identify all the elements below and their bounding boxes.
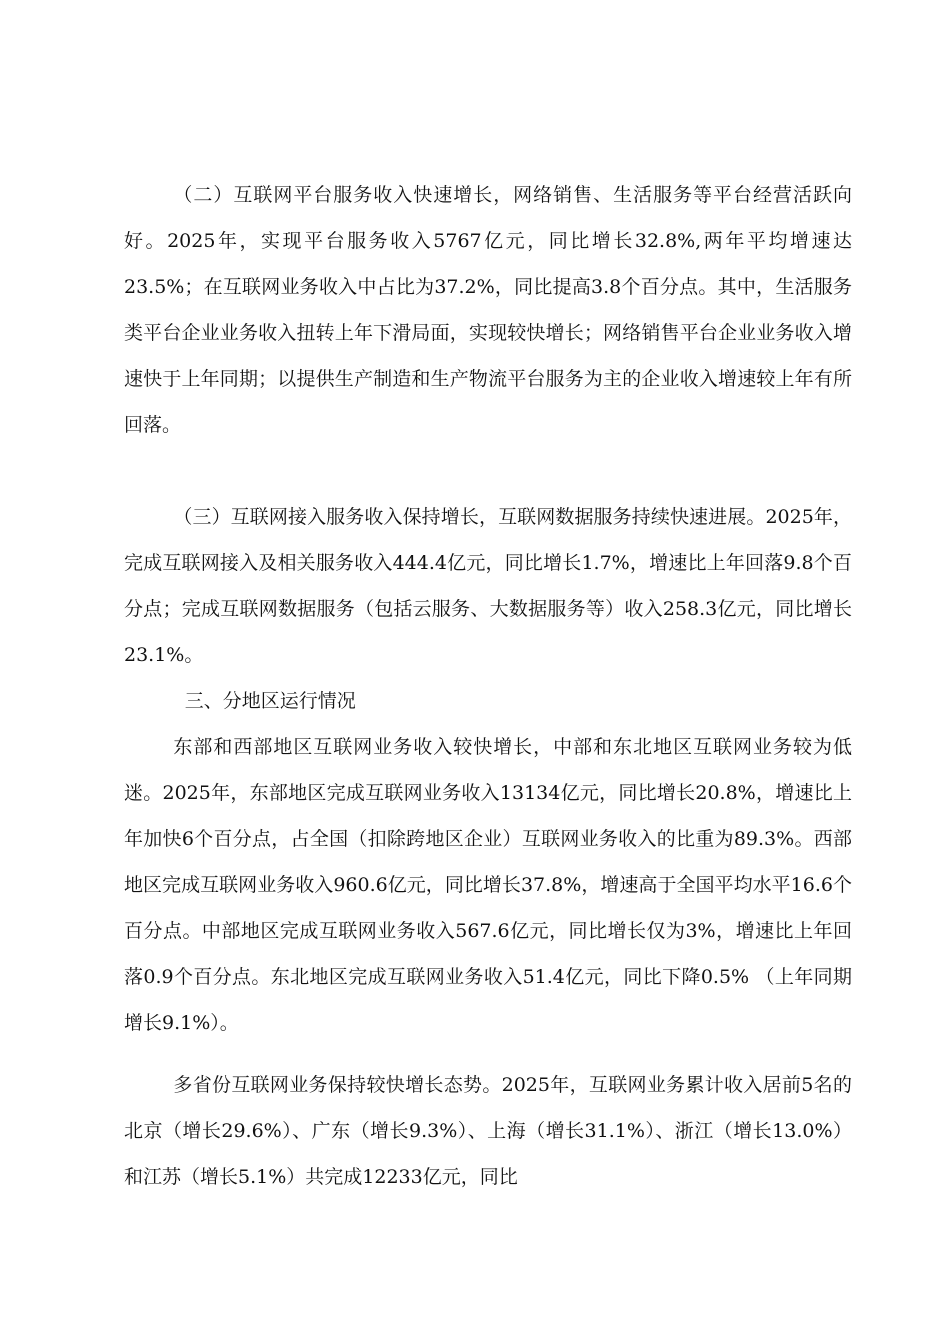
heading-regional-operations: 三、分地区运行情况 [184, 690, 356, 712]
section-provinces [124, 1062, 852, 1200]
section-heading-regions [124, 678, 852, 724]
section-regional-growth [124, 724, 852, 1046]
paragraph-regional-growth: 东部和西部地区互联网业务收入较快增长，中部和东北地区互联网业务较为低迷。2025年，东部地区完成互联网业务收入13134亿元，同比增长20.8%，增速比上年加快6个百分点，占全国（扣除跨地区企业）互联网业务收入的比重为89.3%。西部地区完成互联网业务收入960.6亿元，同比增长37.8%，增速高于全国平均水平16.6个百分点。中部地区完成互联网业务收入567.6亿元，同比增长仅为3%，增速比上年回落0.9个百分点。东北地区完成互联网业务收入51.4亿元，同比下降0.5% （上年同期增长9.1%）。 [124, 736, 852, 1034]
section-access-services [124, 494, 852, 678]
paragraph-access-services: （三）互联网接入服务收入保持增长，互联网数据服务持续快速进展。2025年，完成互联网接入及相关服务收入444.4亿元，同比增长1.7%，增速比上年回落9.8个百分点；完成互联网数据服务（包括云服务、大数据服务等）收入258.3亿元，同比增长23.1%。 [124, 506, 852, 666]
section-platform-services [124, 172, 852, 448]
paragraph-platform-services: （二）互联网平台服务收入快速增长，网络销售、生活服务等平台经营活跃向好。2025年，实现平台服务收入5767亿元，同比增长32.8%,两年平均增速达23.5%；在互联网业务收入中占比为37.2%，同比提高3.8个百分点。其中，生活服务类平台企业业务收入扭转上年下滑局面，实现较快增长；网络销售平台企业业务收入增速快于上年同期；以提供生产制造和生产物流平台服务为主的企业收入增速较上年有所回落。 [124, 184, 852, 436]
paragraph-provinces: 多省份互联网业务保持较快增长态势。2025年，互联网业务累计收入居前5名的北京（增长29.6%）、广东（增长9.3%）、上海（增长31.1%）、浙江（增长13.0%）和江苏（增长5.1%）共完成12233亿元，同比 [124, 1074, 852, 1188]
